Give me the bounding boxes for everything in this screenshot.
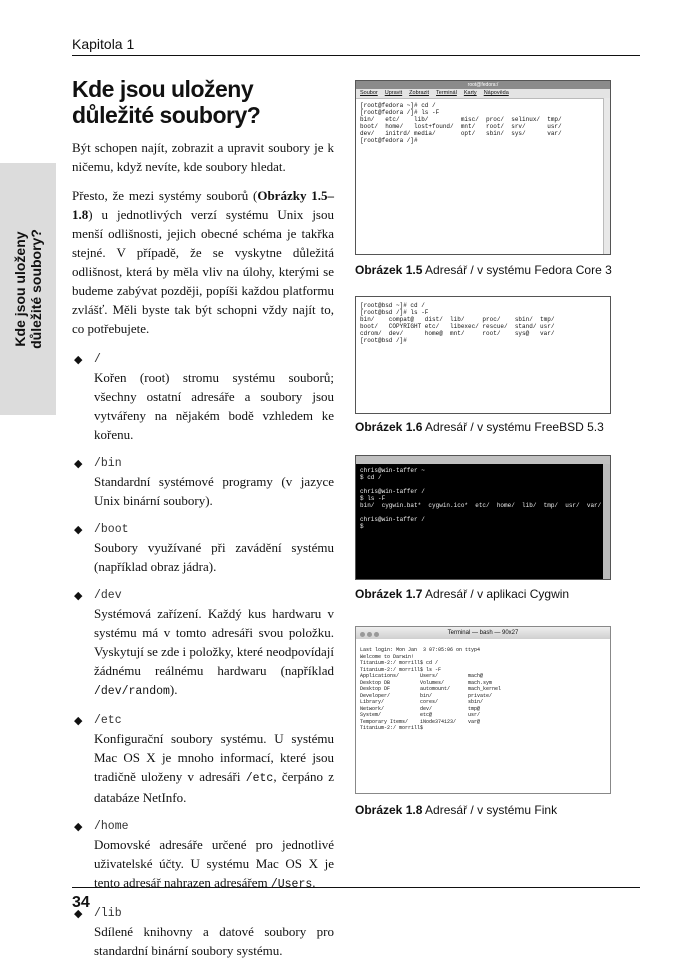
menu-item: Zobrazit xyxy=(409,90,430,96)
caption-text: Adresář / v aplikaci Cygwin xyxy=(422,587,570,601)
section-title xyxy=(72,76,342,128)
figure-label: Obrázek 1.7 xyxy=(355,587,423,601)
footer-rule xyxy=(72,887,640,888)
overview-paragraph xyxy=(72,186,334,338)
caption-text: Adresář / v systému Fink xyxy=(422,803,558,817)
terminal-output: Last login: Mon Jan 3 07:05:06 on ttyp4 Welcome to Darwin! Titanium-2:/ morrill$ cd / Titanium-2:/ morrill$ ls -F Applications/ Users/ mach@ Desktop DB Volumes/ mach.sym Desktop DF automount/ mach_kernel Developer/ bin/ private/ Library/ cores/ sbin/ Network/ dev/ tmp@ System/ etc@ usr/ Temporary Items/ iNode374123/ var@ Titanium-2:/ morrill$ xyxy=(360,647,502,731)
window-titlebar xyxy=(356,627,610,639)
scrollbar xyxy=(603,98,610,254)
window-title: Terminal — bash — 90x27 xyxy=(447,630,519,636)
overview-before: Přesto, že mezi systémy souborů ( xyxy=(72,188,258,203)
directory-description xyxy=(72,835,334,894)
terminal-output: chris@win-taffer ~ $ cd / chris@win-taffer / $ ls -F bin/ cygwin.bat* cygwin.ico* etc/ home/ lib/ tmp/ usr/ var/ chris@win-taffer / $ xyxy=(360,467,602,530)
inline-code: /etc xyxy=(245,772,274,785)
desc-text: . xyxy=(312,875,316,890)
figure-caption xyxy=(355,587,569,601)
overview-after: ) u jednotlivých verzí systému Unix jsou menší odlišnosti, jejich obecné schéma je takřka stejné. V případě, že se vyskytne důležitá odlišnost, která by měla vliv na úlohy, kterými se budeme zabývat později, popíši každou platformu zvlášť. Měli byste tak být schopni vždy najít to, co potřebujete. xyxy=(72,207,334,336)
menu-item: Terminál xyxy=(436,90,457,96)
figure-caption xyxy=(355,263,612,277)
header-rule xyxy=(72,55,640,56)
inline-code: /Users xyxy=(270,878,313,891)
list-item xyxy=(72,709,334,807)
desc-text: Konfigurační soubory systému. U systému Mac OS X je mnoho informací, které jsou tradičně uloženy v adresáři xyxy=(94,731,334,784)
window-titlebar: root@fedora:/ xyxy=(356,81,610,89)
list-item xyxy=(72,584,334,701)
desc-text: Systémová zařízení. Každý kus hardwaru v systému má v tomto adresáři svou položku. Vyskytují se zde i položky, které neodpovídají žádnému reálnému hardwaru (například xyxy=(94,606,334,678)
window-buttons-icon xyxy=(360,630,381,642)
section-title-line1: Kde jsou uloženy xyxy=(72,76,254,102)
figure-fedora-screenshot xyxy=(355,80,611,255)
directory-name: /boot xyxy=(94,523,129,536)
diamond-bullet-icon: ◆ xyxy=(74,908,83,920)
directory-description: Standardní systémové programy (v jazyce Unix binární soubory). xyxy=(94,474,334,508)
caption-text: Adresář / v systému FreeBSD 5.3 xyxy=(422,420,604,434)
terminal-menubar xyxy=(356,89,610,99)
side-tab-label xyxy=(12,229,44,349)
intro-paragraph: Být schopen najít, zobrazit a upravit soubory je k ničemu, když nevíte, kde soubory hledat. xyxy=(72,140,334,174)
menu-item: Nápověda xyxy=(483,90,509,96)
diamond-bullet-icon: ◆ xyxy=(74,354,83,366)
terminal-output: [root@fedora ~]# cd / [root@fedora /]# ls -F bin/ etc/ lib/ misc/ proc/ selinux/ tmp/ boot/ home/ lost+found/ mnt/ root/ srv/ usr/ dev/ initrd/ media/ opt/ sbin/ sys/ var/ [root@fedora /]# xyxy=(360,102,562,144)
list-item xyxy=(72,815,334,894)
diamond-bullet-icon: ◆ xyxy=(74,458,83,470)
caption-text: Adresář / v systému Fedora Core 3 xyxy=(422,263,612,277)
directory-name: /home xyxy=(94,820,129,833)
diamond-bullet-icon: ◆ xyxy=(74,715,83,727)
side-tab-line1: Kde jsou uloženy xyxy=(12,231,28,347)
figure-reference: Obrázky 1.5–1.8 xyxy=(72,188,334,222)
directory-description xyxy=(72,604,334,701)
desc-text: ). xyxy=(169,682,178,697)
figure-label: Obrázek 1.8 xyxy=(355,803,423,817)
scrollbar xyxy=(603,464,610,579)
directory-description: Soubory využívané při zavádění systému (například obraz jádra). xyxy=(94,540,334,574)
list-item xyxy=(72,348,334,444)
figure-caption xyxy=(355,420,604,434)
terminal-output: [root@bsd ~]# cd / [root@bsd /]# ls -F bin/ compat@ dist/ lib/ proc/ sbin/ tmp/ boot/ COPYRIGHT etc/ libexec/ rescue/ stand/ usr/ cdrom/ dev/ home@ mnt/ root/ sys@ var/ [root@bsd /]# xyxy=(360,302,555,344)
directory-description: Sdílené knihovny a datové soubory pro standardní binární soubory systému. xyxy=(94,924,334,958)
inline-code: /dev/random xyxy=(94,685,170,698)
figure-cygwin-screenshot xyxy=(355,455,611,580)
desc-text: Domovské adresáře určené pro jednotlivé uživatelské účty. U systému Mac OS X je tento adresář nahrazen adresářem xyxy=(94,837,334,890)
menu-item: Soubor xyxy=(360,90,378,96)
directory-name: / xyxy=(94,353,101,366)
section-title-line2: důležité soubory? xyxy=(72,102,261,128)
diamond-bullet-icon: ◆ xyxy=(74,821,83,833)
directory-description: Kořen (root) stromu systému souborů; všechny ostatní adresáře a soubory jsou vytvářeny na nějakém bodě vzhledem ke kořenu. xyxy=(94,370,334,442)
list-item xyxy=(72,902,334,960)
directory-name: /bin xyxy=(94,457,122,470)
main-column xyxy=(72,138,334,968)
desc-text: , čerpáno z databáze NetInfo. xyxy=(94,769,334,805)
page-number: 34 xyxy=(72,894,90,911)
figure-label: Obrázek 1.6 xyxy=(355,420,423,434)
directory-name: /dev xyxy=(94,589,122,602)
window-titlebar xyxy=(356,456,610,464)
directory-description xyxy=(72,729,334,807)
side-tab-line2: důležité soubory? xyxy=(28,229,44,349)
menu-item: Karty xyxy=(463,90,477,96)
figure-caption xyxy=(355,803,557,817)
chapter-header: Kapitola 1 xyxy=(72,36,135,52)
figure-freebsd-screenshot xyxy=(355,296,611,414)
menu-item: Upravit xyxy=(384,90,403,96)
list-item xyxy=(72,452,334,510)
figure-fink-screenshot xyxy=(355,626,611,794)
directory-name: /lib xyxy=(94,907,122,920)
diamond-bullet-icon: ◆ xyxy=(74,590,83,602)
figure-label: Obrázek 1.5 xyxy=(355,263,423,277)
directory-name: /etc xyxy=(94,714,122,727)
list-item xyxy=(72,518,334,576)
diamond-bullet-icon: ◆ xyxy=(74,524,83,536)
